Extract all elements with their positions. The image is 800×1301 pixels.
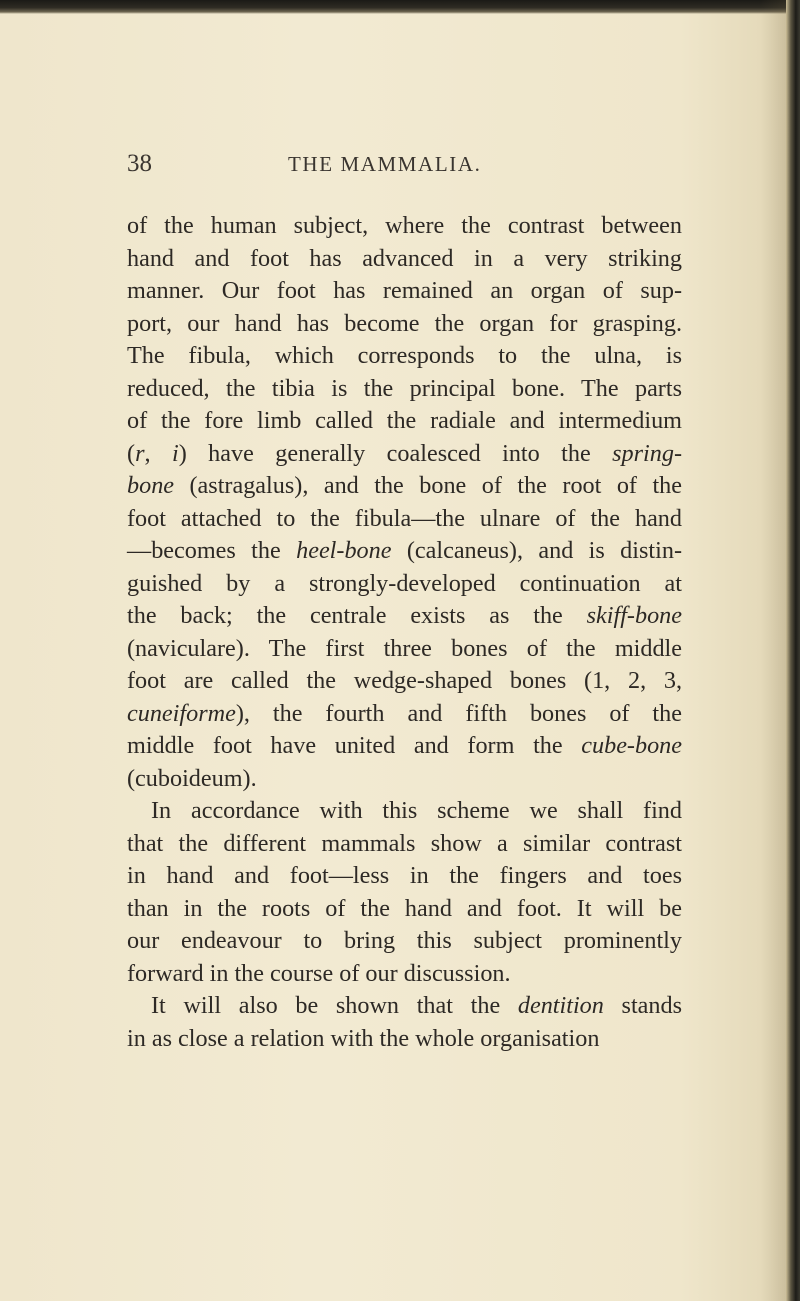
scan-right-edge xyxy=(786,0,800,1301)
text-line xyxy=(127,470,682,503)
text-line xyxy=(127,568,682,601)
italic-term: dentition xyxy=(517,992,604,1019)
text-segment: (cuboideum). xyxy=(127,764,257,792)
text-segment: manner. Our foot has remained an organ of sup- xyxy=(127,277,682,304)
text-line xyxy=(127,730,682,763)
text-segment: ( xyxy=(127,439,136,467)
italic-term: bone xyxy=(127,472,175,499)
text-line xyxy=(127,503,682,536)
text-segment: forward in the course of our discussion. xyxy=(127,959,511,987)
text-line xyxy=(127,373,682,406)
text-segment: than in the roots of the hand and foot. It will be xyxy=(127,894,682,922)
text-line xyxy=(127,925,682,958)
text-segment: It will also be shown that the xyxy=(151,992,518,1019)
text-line xyxy=(127,958,682,991)
text-segment: our endeavour to bring this subject prominently xyxy=(127,927,682,954)
text-line xyxy=(127,275,682,308)
text-segment: middle foot have united and form the xyxy=(127,732,582,759)
text-segment: reduced, the tibia is the principal bone. The parts xyxy=(127,374,682,402)
text-line xyxy=(127,665,682,698)
italic-term: i xyxy=(171,439,179,467)
text-segment: —becomes the xyxy=(127,537,297,564)
text-segment: that the different mammals show a similar contrast xyxy=(127,829,682,857)
text-segment: hand and foot has advanced in a very striking xyxy=(127,244,682,272)
text-line xyxy=(127,633,682,666)
text-line xyxy=(127,763,682,796)
text-segment: of the human subject, where the contrast between xyxy=(127,212,682,239)
text-line xyxy=(127,535,682,568)
text-line xyxy=(127,438,682,471)
text-line xyxy=(127,893,682,926)
text-line xyxy=(127,243,682,276)
text-line xyxy=(127,990,682,1023)
text-line xyxy=(127,860,682,893)
italic-term: r xyxy=(135,439,145,467)
page-gutter-shadow xyxy=(760,0,786,1301)
italic-term: cube-bone xyxy=(581,732,682,759)
text-segment: stands xyxy=(603,992,682,1019)
text-segment: port, our hand has become the organ for grasping. xyxy=(127,309,682,337)
text-line xyxy=(127,600,682,633)
page-number: 38 xyxy=(127,150,152,177)
italic-term: heel-bone xyxy=(296,537,392,564)
text-segment: of the fore limb called the radiale and intermedium xyxy=(127,407,682,434)
text-segment: (astragalus), and the bone of the root of the xyxy=(174,472,682,499)
running-head: THE MAMMALIA. xyxy=(288,152,482,176)
text-line xyxy=(127,795,682,828)
text-segment: The fibula, which corresponds to the ulna, is xyxy=(127,342,682,369)
text-line xyxy=(127,698,682,731)
text-line xyxy=(127,405,682,438)
text-segment: in as close a relation with the whole organisation xyxy=(127,1024,600,1052)
italic-term: cuneiforme xyxy=(127,699,236,727)
text-segment: , xyxy=(144,439,172,467)
text-line xyxy=(127,210,682,243)
italic-term: spring- xyxy=(612,439,683,467)
text-segment: ) have generally coalesced into the xyxy=(178,439,613,467)
text-segment: (calcaneus), and is distin- xyxy=(391,537,682,564)
text-segment: in hand and foot—less in the fingers and toes xyxy=(127,862,682,889)
text-segment: guished by a strongly-developed continuation at xyxy=(127,569,682,597)
text-line xyxy=(127,308,682,341)
text-segment: the back; the centrale exists as the xyxy=(127,602,587,629)
text-segment: ), the fourth and fifth bones of the xyxy=(235,699,682,727)
italic-term: skiff-bone xyxy=(586,602,682,629)
text-line xyxy=(127,1023,682,1056)
text-segment: foot attached to the fibula—the ulnare of the hand xyxy=(127,504,682,532)
scan-top-edge xyxy=(0,0,800,14)
text-segment: foot are called the wedge-shaped bones (1, 2, 3, xyxy=(127,667,682,694)
text-segment: (naviculare). The first three bones of the middle xyxy=(127,634,682,662)
text-line xyxy=(127,828,682,861)
text-line xyxy=(127,340,682,373)
text-segment: In accordance with this scheme we shall find xyxy=(151,797,682,824)
page-header xyxy=(0,150,800,190)
body-text xyxy=(127,210,682,1055)
